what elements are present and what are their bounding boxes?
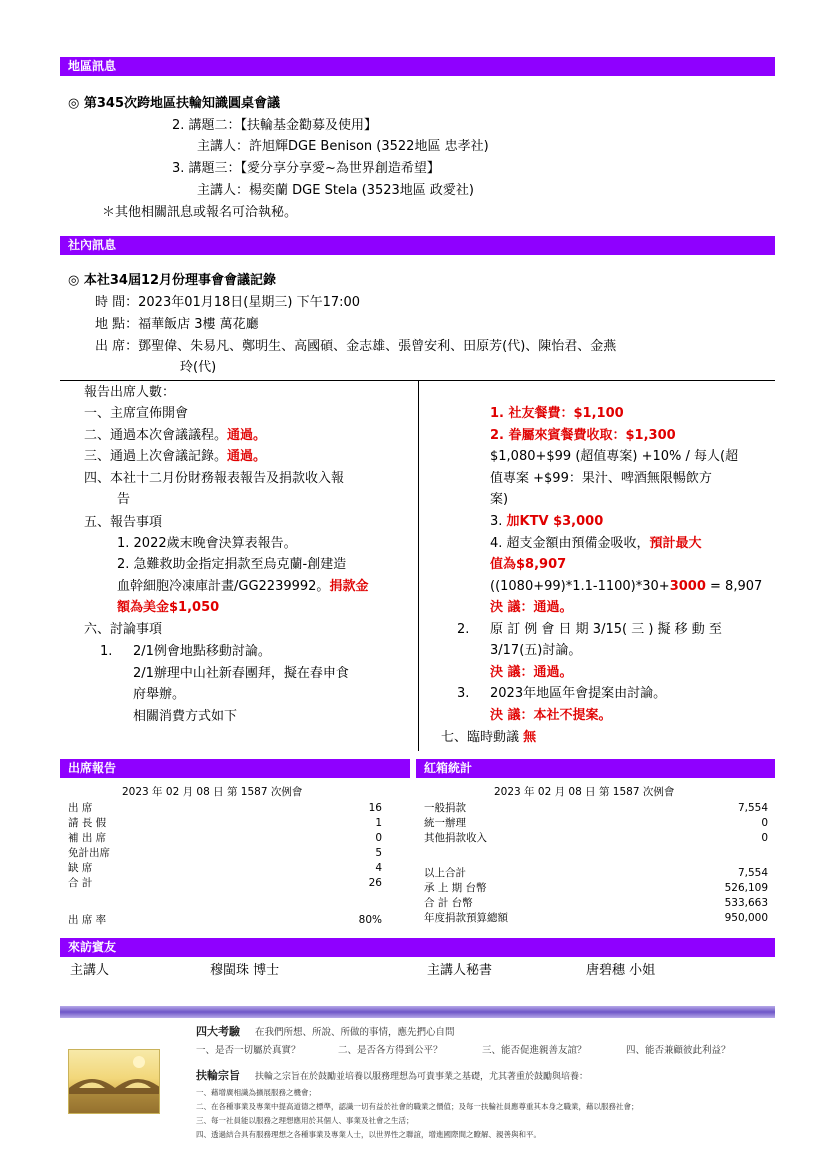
object-point: 一、藉增廣相識為擴展服務之機會； (196, 1088, 316, 1097)
district-title: ◎ 第345次跨地區扶輪知識圓桌會議 (68, 96, 281, 111)
table-row: 統一辦理 0 (424, 817, 768, 829)
donation-totals (424, 867, 768, 927)
test-question: 三、能否促進親善友誼？ (482, 1045, 587, 1056)
minutes-line: 值為$8,907 (490, 557, 567, 572)
minutes-line: 3. 加KTV $3,000 (490, 514, 604, 529)
table-row: 以上合計 7,554 (424, 867, 768, 879)
attendance-table (68, 802, 382, 889)
test-title: 四大考驗 (196, 1025, 240, 1038)
test-question: 二、是否各方得到公平？ (338, 1045, 443, 1056)
minutes-line: 府舉辦。 (133, 687, 186, 702)
minutes-line: 決 議：本社不提案。 (490, 708, 612, 723)
guest-role: 主講人 (70, 963, 110, 978)
table-row: 出 席 16 (68, 802, 382, 814)
minutes-line: ((1080+99)*1.1-1100)*30+3000 = 8,907 (490, 579, 763, 594)
minutes-line: 值專案 +$99：果汁、啤酒無限暢飲方 (490, 471, 712, 486)
minutes-divider (418, 381, 419, 751)
table-row: 其他捐款收入 0 (424, 832, 768, 844)
minutes-line: 六、討論事項 (84, 622, 163, 637)
minutes-item-number: 1. (100, 644, 113, 659)
guest-name: 穆閩珠 博士 (210, 963, 280, 978)
speaker-2: 主講人：許旭輝DGE Benison (3522地區 忠孝社) (197, 139, 489, 154)
table-row: 補 出 席 0 (68, 832, 382, 844)
minutes-line: 血幹細胞冷凍庫計畫/GG2239992。捐款金 (117, 579, 369, 594)
object-point: 二、在各種事業及專業中提高道德之標準，認識一切有益於社會的職業之價值；及每一扶輪社員應尊重其本身之職業，藉以服務社會； (196, 1102, 639, 1111)
minutes-line: 五、報告事項 (84, 515, 163, 530)
minutes-line: 案) (490, 492, 509, 507)
minutes-line: 告 (117, 492, 131, 507)
object-title: 扶輪宗旨 (196, 1069, 240, 1082)
table-row: 一般捐款 7,554 (424, 802, 768, 814)
donation-date: 2023 年 02 月 08 日 第 1587 次例會 (494, 786, 675, 798)
minutes-line: 一、主席宣佈開會 (84, 406, 189, 421)
table-row: 合 計 26 (68, 877, 382, 889)
object-point: 四、透過結合具有服務理想之各種事業及專業人士，以世界性之聯誼，增進國際間之瞭解、親善與和平。 (196, 1130, 541, 1139)
minutes-line: 七、臨時動議 無 (441, 730, 537, 745)
meeting-attendees: 出 席：鄧聖偉、朱易凡、鄭明生、高國碩、金志雄、張曾安利、田原芳(代)、陳怡君、金燕 (95, 339, 617, 354)
meeting-time: 時 間：2023年01月18日(星期三) 下午17:00 (95, 295, 361, 310)
minutes-line: 決 議：通過。 (490, 665, 573, 680)
minutes-line: 4. 超支金額由預備金吸收，預計最大 (490, 536, 702, 551)
minutes-item-number: 2. (457, 622, 470, 637)
district-note: ＊其他相關訊息或報名可洽執秘。 (102, 205, 298, 220)
minutes-line: 三、通過上次會議記錄。通過。 (84, 449, 267, 464)
footer-band (60, 1006, 775, 1018)
test-question: 四、能否兼顧彼此利益？ (626, 1045, 731, 1056)
test-question: 一、是否一切屬於真實？ (196, 1045, 301, 1056)
guest-role: 主講人秘書 (427, 963, 493, 978)
meeting-attendees-cont: 玲(代) (180, 360, 217, 375)
attendance-rate-row: 出 席 率 80% (68, 914, 382, 926)
table-row: 請 長 假 1 (68, 817, 382, 829)
table-row: 年度捐款預算總額 950,000 (424, 912, 768, 924)
minutes-line: 2. 眷屬來賓餐費收取：$1,300 (490, 428, 676, 443)
minutes-line: 四、本社十二月份財務報表報告及捐款收入報 (84, 471, 345, 486)
bridge-picture (68, 1049, 160, 1114)
topic-2: 2. 講題二：【扶輪基金勸募及使用】 (172, 118, 378, 133)
table-row: 承 上 期 台幣 526,109 (424, 882, 768, 894)
minutes-line: 2/1辦理中山社新春團拜，擬在春申食 (133, 666, 349, 681)
minutes-line: $1,080+$99 (超值專案) +10% / 每人(超 (490, 449, 739, 464)
minutes-line: 二、通過本次會議議程。通過。 (84, 428, 267, 443)
table-row: 免計出席 5 (68, 847, 382, 859)
minutes-line: 2/1例會地點移動討論。 (133, 644, 271, 659)
club-title: ◎ 本社34屆12月份理事會會議記錄 (68, 273, 277, 288)
minutes-line: 2023年地區年會提案由討論。 (490, 686, 667, 701)
minutes-item-number: 3. (457, 686, 470, 701)
minutes-line: 額為美金$1,050 (117, 600, 220, 615)
club-header: 社內訊息 (60, 236, 775, 255)
minutes-line: 決 議：通過。 (490, 600, 573, 615)
topic-3: 3. 講題三：【愛分享分享愛~為世界創造希望】 (172, 161, 440, 176)
minutes-line: 3/17(五)討論。 (490, 643, 582, 658)
minutes-line: 1. 社友餐費：$1,100 (490, 406, 624, 421)
attendance-date: 2023 年 02 月 08 日 第 1587 次例會 (122, 786, 303, 798)
minutes-line: 原 訂 例 會 日 期 3/15( 三 ) 擬 移 動 至 (490, 622, 722, 637)
test-intro: 在我們所想、所說、所做的事情，應先捫心自問 (255, 1027, 455, 1038)
speaker-3: 主講人：楊奕蘭 DGE Stela (3523地區 政愛社) (197, 183, 474, 198)
guests-header: 來訪賓友 (60, 938, 775, 957)
guest-name: 唐碧穗 小姐 (586, 963, 656, 978)
object-point: 三、每一社員能以服務之理想應用於其個人、事業及社會之生活； (196, 1116, 414, 1125)
minutes-line: 報告出席人數： (84, 385, 176, 400)
minutes-line: 相關消費方式如下 (133, 709, 238, 724)
minutes-line: 1. 2022歲末晚會決算表報告。 (117, 536, 297, 551)
object-intro: 扶輪之宗旨在於鼓勵並培養以服務理想為可貴事業之基礎，尤其著重於鼓勵與培養： (255, 1072, 589, 1082)
district-header: 地區訊息 (60, 57, 775, 76)
table-row: 合 計 台幣 533,663 (424, 897, 768, 909)
donation-header: 紅箱統計 (416, 759, 775, 778)
table-row: 缺 席 4 (68, 862, 382, 874)
donation-table (424, 802, 768, 847)
minutes-line: 2. 急難救助金指定捐款至烏克蘭-創建造 (117, 557, 347, 572)
attendance-header: 出席報告 (60, 759, 410, 778)
meeting-place: 地 點：福華飯店 3樓 萬花廳 (95, 317, 259, 332)
